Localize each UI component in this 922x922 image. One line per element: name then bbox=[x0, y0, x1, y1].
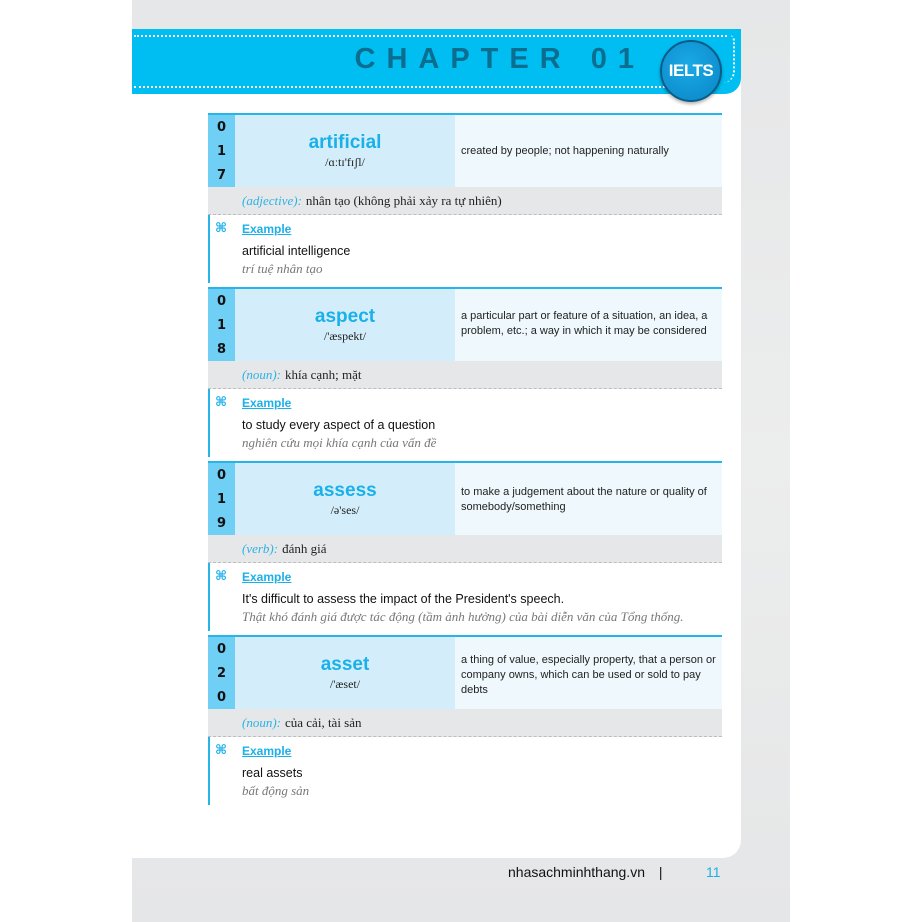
dotted-border-top bbox=[134, 35, 727, 37]
entry-number-digit: 0 bbox=[217, 689, 227, 705]
part-of-speech: (noun): bbox=[242, 366, 281, 382]
example-block bbox=[208, 389, 722, 457]
entry-number-digit: 9 bbox=[217, 515, 227, 531]
pronunciation: /'æset/ bbox=[329, 676, 361, 691]
entry-number bbox=[208, 463, 235, 535]
entry-number-digit: 0 bbox=[217, 293, 227, 309]
chapter-title: CHAPTER 01 bbox=[354, 43, 645, 75]
entry-number-digit: 2 bbox=[217, 665, 227, 681]
entry-number-digit: 8 bbox=[217, 341, 227, 357]
definition: created by people; not happening naturally bbox=[455, 115, 722, 187]
publisher-site: nhasachminhthang.vn bbox=[508, 864, 645, 880]
ielts-badge-icon: IELTS bbox=[660, 40, 722, 102]
part-of-speech: (noun): bbox=[242, 714, 281, 730]
command-key-icon: ⌘ bbox=[215, 743, 228, 758]
headword-cell bbox=[235, 637, 455, 709]
example-english: to study every aspect of a question bbox=[242, 418, 436, 432]
entry-number-digit: 0 bbox=[217, 641, 227, 657]
headword-cell bbox=[235, 289, 455, 361]
entry-number-digit: 0 bbox=[217, 119, 227, 135]
vocab-entry bbox=[208, 635, 722, 805]
example-vietnamese: trí tuệ nhân tạo bbox=[242, 261, 323, 276]
definition: a thing of value, especially property, that a person or company owns, which can be used or sold to pay debts bbox=[455, 637, 722, 709]
definition: a particular part or feature of a situation, an idea, a problem, etc.; a way in which it may be considered bbox=[455, 289, 722, 361]
dotted-border-right bbox=[723, 35, 735, 83]
entry-number-digit: 7 bbox=[217, 167, 227, 183]
entry-number-digit: 0 bbox=[217, 467, 227, 483]
page-number: 11 bbox=[706, 864, 721, 880]
example-block bbox=[208, 215, 722, 283]
entry-number bbox=[208, 289, 235, 361]
example-vietnamese: nghiên cứu mọi khía cạnh của vấn đề bbox=[242, 435, 437, 450]
vietnamese-meaning: đánh giá bbox=[282, 540, 327, 556]
vocab-entry bbox=[208, 287, 722, 457]
headword-cell bbox=[235, 115, 455, 187]
page-footer bbox=[508, 864, 721, 880]
pronunciation: /ɑːtɪ'fɪʃl/ bbox=[325, 154, 365, 169]
vietnamese-meaning: của cải, tài sản bbox=[285, 714, 362, 730]
example-label: Example bbox=[242, 570, 292, 584]
vietnamese-meaning: khía cạnh; mặt bbox=[285, 366, 362, 382]
definition: to make a judgement about the nature or quality of somebody/something bbox=[455, 463, 722, 535]
pronunciation: /'æspekt/ bbox=[323, 328, 367, 343]
example-label: Example bbox=[242, 744, 292, 758]
meaning-row bbox=[208, 361, 722, 389]
example-vietnamese: Thật khó đánh giá được tác động (tầm ảnh hưởng) của bài diễn văn của Tổng thống. bbox=[242, 609, 684, 624]
entry-number-digit: 1 bbox=[217, 143, 227, 159]
example-english: real assets bbox=[242, 766, 303, 780]
vietnamese-meaning: nhân tạo (không phải xảy ra tự nhiên) bbox=[305, 192, 502, 208]
entry-number-digit: 1 bbox=[217, 491, 227, 507]
footer-separator: | bbox=[658, 864, 663, 880]
part-of-speech: (verb): bbox=[242, 540, 279, 556]
example-english: artificial intelligence bbox=[242, 244, 351, 258]
headword: artificial bbox=[308, 131, 382, 153]
entry-number bbox=[208, 115, 235, 187]
entry-number-digit: 1 bbox=[217, 317, 227, 333]
entry-number bbox=[208, 637, 235, 709]
meaning-row bbox=[208, 535, 722, 563]
command-key-icon: ⌘ bbox=[215, 569, 228, 584]
headword-cell bbox=[235, 463, 455, 535]
headword: asset bbox=[320, 653, 370, 675]
example-block bbox=[208, 563, 722, 631]
command-key-icon: ⌘ bbox=[215, 395, 228, 410]
part-of-speech: (adjective): bbox=[242, 192, 302, 208]
pronunciation: /ə'ses/ bbox=[330, 502, 360, 517]
command-key-icon: ⌘ bbox=[215, 221, 228, 236]
chapter-header bbox=[132, 29, 741, 94]
meaning-row bbox=[208, 709, 722, 737]
meaning-row bbox=[208, 187, 722, 215]
example-english: It's difficult to assess the impact of the President's speech. bbox=[242, 592, 565, 606]
example-label: Example bbox=[242, 396, 292, 410]
headword: assess bbox=[313, 479, 377, 501]
example-label: Example bbox=[242, 222, 292, 236]
vocab-entry bbox=[208, 113, 722, 283]
example-block bbox=[208, 737, 722, 805]
example-vietnamese: bất động sản bbox=[242, 783, 310, 798]
headword: aspect bbox=[314, 305, 376, 327]
vocab-entry bbox=[208, 461, 722, 631]
dotted-border-bottom bbox=[134, 86, 681, 88]
